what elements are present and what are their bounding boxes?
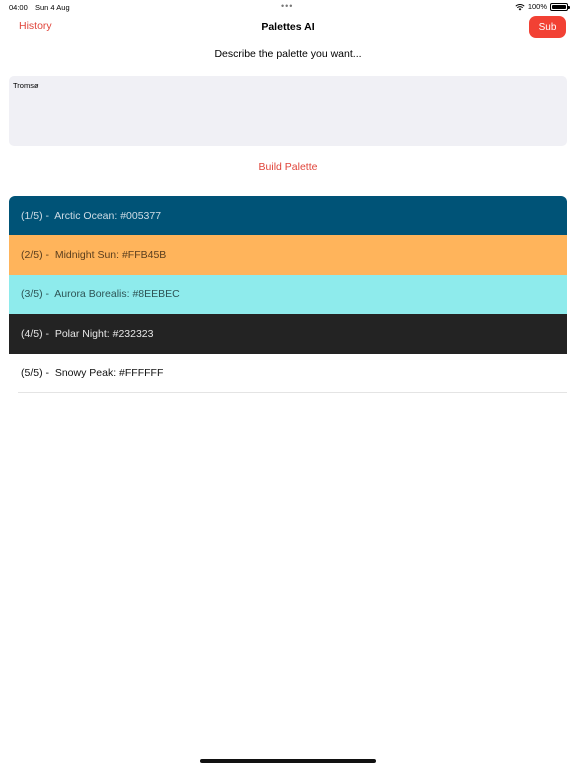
status-indicators [515,2,568,11]
palette-list [9,196,567,393]
palette-row-4[interactable]: (4/5) - Polar Night: #232323 [9,314,567,353]
multitasking-dots-icon[interactable]: ••• [281,1,294,11]
wifi-icon [515,3,525,11]
page-title: Palettes AI [261,21,315,33]
palette-row-2[interactable]: (2/5) - Midnight Sun: #FFB45B [9,235,567,274]
palette-row-5[interactable]: (5/5) - Snowy Peak: #FFFFFF [18,354,567,393]
sub-button[interactable]: Sub [529,16,566,38]
palette-row-3[interactable]: (3/5) - Aurora Borealis: #8EEBEC [9,275,567,314]
palette-row-1[interactable]: (1/5) - Arctic Ocean: #005377 [9,196,567,235]
prompt-label: Describe the palette you want... [214,48,362,60]
status-time: 04:00 [9,3,28,12]
build-palette-button[interactable]: Build Palette [0,161,576,173]
battery-percent: 100% [527,2,547,11]
home-indicator[interactable] [200,759,376,763]
palette-description-input[interactable] [9,76,567,146]
status-bar [0,0,576,14]
status-date: Sun 4 Aug [35,3,70,12]
battery-icon [550,3,568,11]
history-button[interactable]: History [19,20,52,32]
